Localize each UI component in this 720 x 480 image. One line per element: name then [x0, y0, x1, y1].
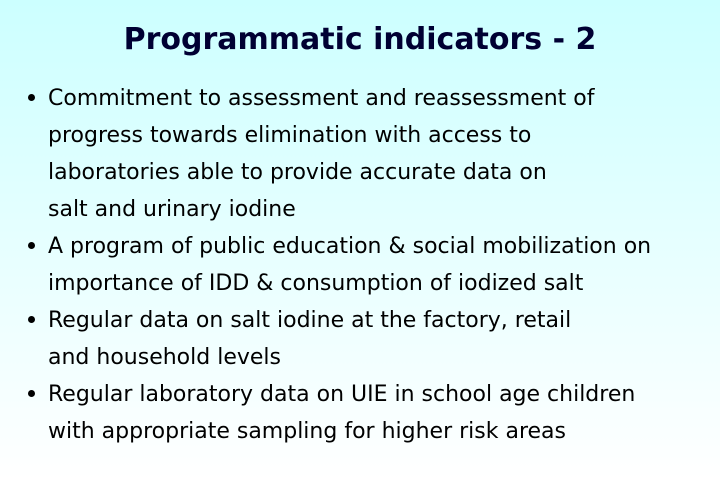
bullet-line: importance of IDD & consumption of iodized salt — [48, 271, 584, 296]
bullet-icon — [28, 242, 35, 249]
bullet-line: laboratories able to provide accurate data on — [48, 160, 547, 185]
bullet-list — [24, 80, 714, 450]
bullet-item — [24, 376, 714, 450]
bullet-item — [24, 302, 714, 376]
bullet-line: and household levels — [48, 345, 281, 370]
bullet-line: progress towards elimination with access to — [48, 123, 532, 148]
bullet-line: Regular laboratory data on UIE in school age children — [48, 382, 636, 407]
bullet-line: Commitment to assessment and reassessment of — [48, 86, 595, 111]
slide-title: Programmatic indicators - 2 — [123, 22, 597, 57]
bullet-icon — [28, 316, 35, 323]
bullet-line: Regular data on salt iodine at the factory, retail — [48, 308, 572, 333]
bullet-item — [24, 228, 714, 302]
bullet-item — [24, 80, 714, 228]
bullet-icon — [28, 94, 35, 101]
bullet-line: salt and urinary iodine — [48, 197, 296, 222]
bullet-line: with appropriate sampling for higher risk areas — [48, 419, 566, 444]
bullet-line: A program of public education & social mobilization on — [48, 234, 652, 259]
bullet-icon — [28, 390, 35, 397]
